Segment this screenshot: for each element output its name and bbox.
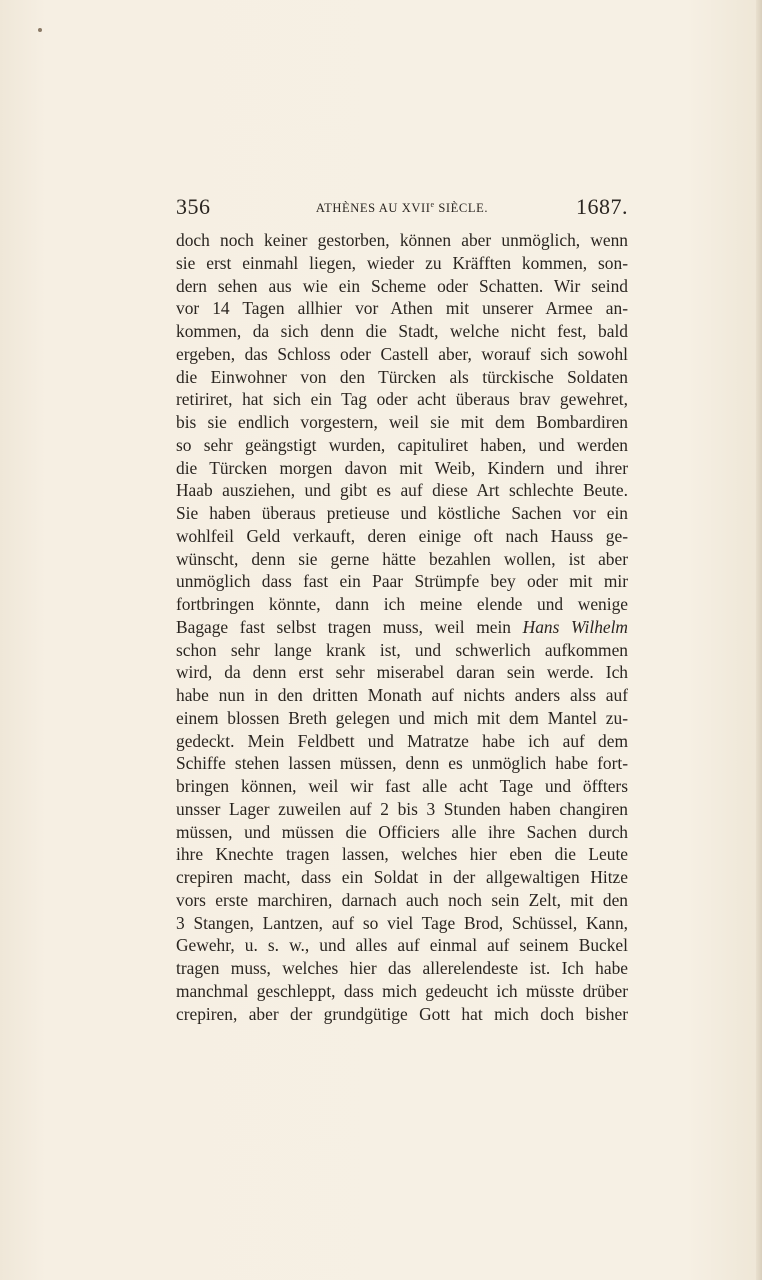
text-line: so sehr geängstigt wurden, capituliret haben, und werden: [176, 434, 628, 455]
text-line: Sie haben überaus pretieuse und köstliche Sachen vor ein: [176, 503, 628, 523]
text-line: müssen, und müssen die Officiers alle ihre Sachen durch: [176, 821, 628, 842]
text-line: gedeckt. Mein Feldbett und Matratze habe ich auf dem: [176, 730, 628, 751]
running-title-main: ATHÈNES AU XVII: [315, 201, 431, 215]
running-title-superscript: e: [430, 200, 435, 209]
text-line: crepiren, aber der grundgütige Gott hat mich doch bisher: [176, 1003, 628, 1024]
text-line: kommen, da sich denn die Stadt, welche nicht fest, bald: [176, 321, 628, 341]
running-year: 1687.: [576, 194, 628, 219]
text-line: bringen können, weil wir fast alle acht Tage und öffters: [176, 776, 628, 796]
text-line: doch noch keiner gestorben, können aber unmöglich, wenn: [176, 230, 628, 250]
text-line: fortbringen könnte, dann ich meine elende und wenige: [176, 594, 628, 614]
text-line: sie erst einmahl liegen, wieder zu Kräfften kommen, son-: [176, 252, 628, 273]
text-line: einem blossen Breth gelegen und mich mit dem Mantel zu-: [176, 707, 628, 728]
text-line: wohlfeil Geld verkauft, deren einige oft nach Hauss ge-: [176, 525, 628, 546]
text-line: ergeben, das Schloss oder Castell aber, worauf sich sowohl: [176, 343, 628, 364]
text-line-with-italic: [176, 616, 628, 639]
running-title: [176, 200, 628, 216]
text-line: schon sehr lange krank ist, und schwerlich aufkommen: [176, 639, 628, 660]
text-line: wünscht, denn sie gerne hätte bezahlen wollen, ist aber: [176, 548, 628, 569]
text-line: vors erste marchiren, darnach auch noch sein Zelt, mit den: [176, 889, 628, 910]
text-line: wird, da denn erst sehr miserabel daran sein werde. Ich: [176, 662, 628, 683]
page-number: 356: [176, 194, 211, 219]
text-line: Schiffe stehen lassen müssen, denn es unmöglich habe fort-: [176, 753, 628, 774]
page-edge-shadow: [756, 0, 762, 1280]
text-line: tragen muss, welches hier das allerelendeste ist. Ich habe: [176, 958, 628, 978]
text-line: Gewehr, u. s. w., und alles auf einmal auf seinem Buckel: [176, 935, 628, 956]
text-line: ihre Knechte tragen lassen, welches hier eben die Leute: [176, 844, 628, 865]
text-line: unsser Lager zuweilen auf 2 bis 3 Stunden haben changiren: [176, 798, 628, 819]
running-head: [176, 194, 628, 224]
text-line: retiriret, hat sich ein Tag oder acht überaus brav gewehret,: [176, 389, 628, 410]
text-line: die Türcken morgen davon mit Weib, Kindern und ihrer: [176, 457, 628, 478]
text-line: die Einwohner von den Türcken als türckische Soldaten: [176, 366, 628, 387]
text-line: dern sehen aus wie ein Scheme oder Schatten. Wir seind: [176, 275, 628, 296]
running-title-end: SIÈCLE.: [434, 201, 489, 215]
text-line: 3 Stangen, Lantzen, auf so viel Tage Brod, Schüssel, Kann,: [176, 912, 628, 933]
text-line: unmöglich dass fast ein Paar Strümpfe bey oder mit mir: [176, 571, 628, 592]
text-line: Haab ausziehen, und gibt es auf diese Art schlechte Beute.: [176, 480, 628, 501]
text-line: vor 14 Tagen allhier vor Athen mit unserer Armee an-: [176, 298, 628, 319]
text-line: crepiren macht, dass ein Soldat in der allgewaltigen Hitze: [176, 867, 628, 887]
text-line: habe nun in den dritten Monath auf nichts anders alss auf: [176, 685, 628, 705]
text-line: bis sie endlich vorgestern, weil sie mit dem Bombardiren: [176, 412, 628, 432]
ink-spot: [38, 28, 42, 32]
italic-name: Hans Wilhelm: [522, 616, 628, 637]
text-line: manchmal geschleppt, dass mich gedeucht ich müsste drüber: [176, 980, 628, 1001]
text-line-start: Bagage fast selbst tragen muss, weil mein: [176, 616, 523, 637]
body-text: [176, 229, 628, 1025]
